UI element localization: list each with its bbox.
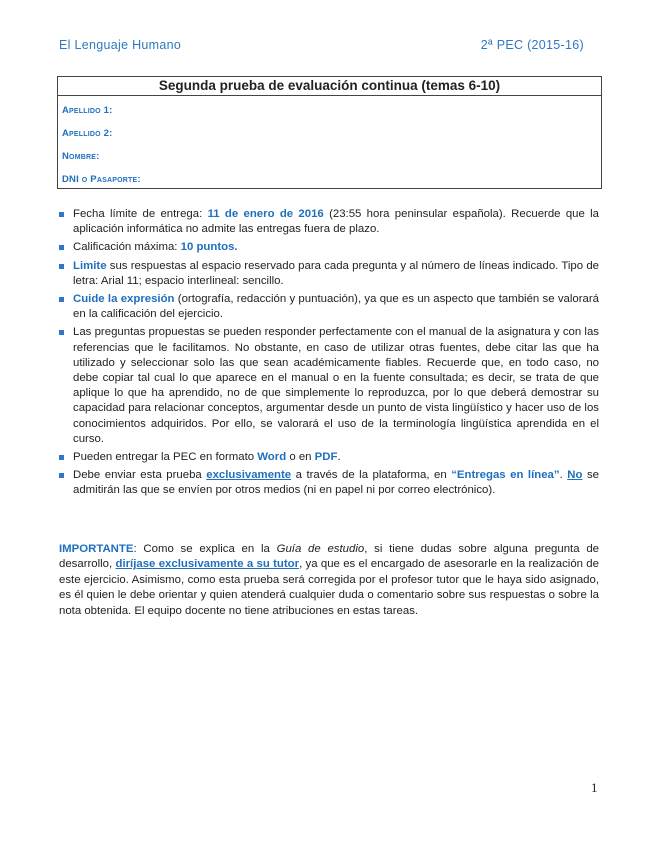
text: , ya que es el encargado de asesorarle en la realización de este ejercicio. Asimismo, como esta prueba será corregida por el profesor tutor que le haya sido asignado, es él quien le debe orientar y quien atenderá cualquier duda o comentario sobre sus respuestas o sobre la nota obtenida. El equipo docente no tiene atribuciones en estas tareas.	[59, 558, 599, 617]
bullet-square-icon	[59, 212, 64, 217]
format-pdf: PDF	[314, 451, 338, 464]
exclusively-highlight: exclusivamente	[206, 469, 292, 482]
text: Debe enviar esta prueba	[73, 469, 207, 482]
text: Fecha límite de entrega:	[73, 208, 208, 220]
field-apellido-1: Apellido 1:	[62, 105, 113, 116]
online-submissions-highlight: “Entregas en línea”	[451, 469, 560, 482]
limit-highlight: Limite	[73, 259, 107, 272]
expression-highlight: Cuide la expresión	[73, 293, 175, 306]
page-number: 1	[591, 780, 598, 795]
bullet-square-icon	[59, 245, 64, 250]
field-nombre: Nombre:	[62, 151, 100, 162]
text: : Como se explica en la	[133, 543, 277, 555]
text: .	[559, 469, 568, 482]
bullet-square-icon	[59, 455, 64, 460]
bullet-square-icon	[59, 297, 64, 302]
list-item-sources	[59, 325, 599, 447]
instructions-list	[59, 207, 599, 502]
header-course-title: El Lenguaje Humano	[59, 38, 182, 52]
text: (23:55 hora peninsular española). Recuerde que la aplicación informática no admite las entregas fuera de plazo.	[73, 208, 599, 236]
list-item-expression	[59, 292, 599, 322]
max-grade: 10 puntos.	[180, 241, 238, 254]
important-note	[59, 542, 599, 619]
text: .	[337, 451, 341, 464]
exam-title: Segunda prueba de evaluación continua (temas 6-10)	[57, 76, 602, 96]
study-guide-title: Guía de estudio	[276, 543, 365, 555]
text: Calificación máxima:	[73, 241, 181, 254]
no-highlight: No	[567, 469, 583, 482]
bullet-square-icon	[59, 473, 64, 478]
list-item-limit	[59, 259, 599, 289]
list-item-max-grade	[59, 240, 599, 255]
list-item-submission	[59, 468, 599, 498]
bullet-square-icon	[59, 264, 64, 269]
deadline-date: 11 de enero de 2016	[207, 208, 324, 220]
student-fields-box	[57, 96, 602, 189]
text: Pueden entregar la PEC en formato	[73, 451, 258, 464]
text: (ortografía, redacción y puntuación), ya que es un aspecto que también se valorará en la calificación del ejercicio.	[73, 293, 599, 321]
bullet-square-icon	[59, 330, 64, 335]
text: , si tiene dudas sobre alguna pregunta de desarrollo,	[59, 543, 599, 571]
text: sus respuestas al espacio reservado para cada pregunta y al número de líneas indicado. Tipo de letra: Arial 11; espacio interlineal: sencillo.	[73, 259, 599, 287]
text: Las preguntas propuestas se pueden responder perfectamente con el manual de la asignatura y con las referencias que le facilitamos. No obstante, en caso de utilizar otras fuentes, debe citar las que ha utilizado y seleccionar solo las que sean académicamente fiables. Recuerde que, en todo caso, no debe copiar tal cual lo que aparece en el manual o en la fuente consultada; es decir, se trata de que aplique lo que ha aprendido, no de que simplemente lo reproduzca, por lo que deberá demostrar su capacidad para relacionar conceptos, argumentar desde un punto de vista lingüístico y hacer uso de los conocimientos adquiridos. Por ello, se valorará el uso de la terminología lingüística aprendida en el curso.	[73, 326, 599, 445]
format-word: Word	[257, 451, 287, 464]
text: o en	[286, 451, 315, 464]
header-pec-label: 2ª PEC (2015-16)	[480, 38, 584, 52]
list-item-deadline	[59, 207, 599, 237]
field-dni-pasaporte: DNI o Pasaporte:	[62, 174, 141, 185]
text: a través de la plataforma, en	[291, 469, 452, 482]
text: se admitirán las que se envíen por otros medios (ni en papel ni por correo electrónico).	[73, 469, 599, 497]
important-label: IMPORTANTE	[59, 543, 134, 555]
tutor-highlight: diríjase exclusivamente a su tutor	[115, 558, 300, 571]
field-apellido-2: Apellido 2:	[62, 128, 113, 139]
list-item-format	[59, 450, 599, 465]
